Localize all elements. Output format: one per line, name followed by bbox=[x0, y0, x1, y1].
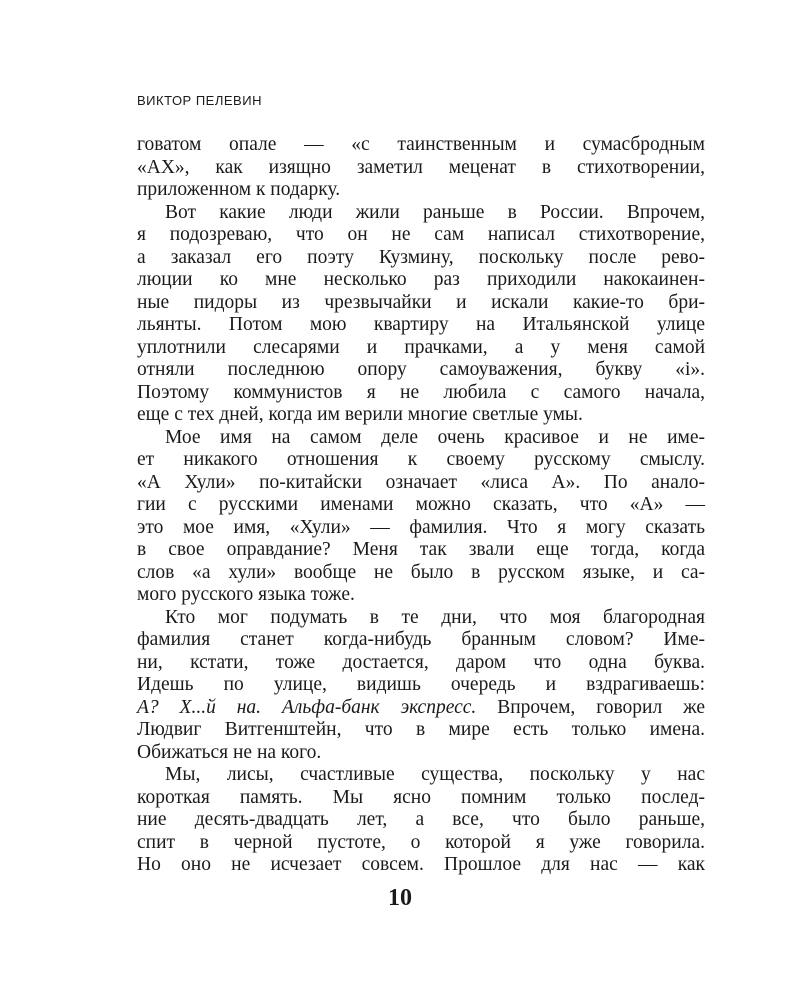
text-line: ние десять-двадцать лет, а все, что было раньше, bbox=[137, 809, 705, 830]
text-line: Мы, лисы, счастливые существа, поскольку у нас bbox=[165, 764, 705, 785]
body-text bbox=[137, 134, 705, 877]
text-line: уплотнили слесарями и прачками, а у меня самой bbox=[137, 336, 705, 358]
text-line: Вот какие люди жили раньше в России. Впрочем, bbox=[165, 201, 705, 223]
text-line: Но оно не исчезает совсем. Прошлое для нас — как bbox=[137, 854, 705, 875]
text-line: ные пидоры из чрезвычайки и искали какие-то бри- bbox=[137, 291, 705, 313]
text-line: Поэтому коммунистов я не любила с самого начала, bbox=[137, 381, 705, 403]
text-line: Идешь по улице, видишь очередь и вздрагиваешь: bbox=[137, 674, 705, 695]
running-head-author: ВИКТОР ПЕЛЕВИН bbox=[137, 93, 262, 108]
text-line: ет никакого отношения к своему русскому смыслу. bbox=[137, 449, 705, 470]
text-line: а заказал его поэту Кузмину, поскольку после рево- bbox=[137, 246, 705, 268]
text-line: отняли последнюю опору самоуважения, букву «i». bbox=[137, 359, 705, 380]
page-number: 10 bbox=[388, 885, 412, 911]
text-line: еще с тех дней, когда им верили многие светлые умы. bbox=[137, 404, 583, 425]
text-line: мого русского языка тоже. bbox=[137, 584, 355, 605]
text-line-with-italic bbox=[137, 697, 705, 720]
text-line: спит в черной пустоте, о которой я уже говорила. bbox=[137, 831, 705, 853]
text-line: Обижаться не на кого. bbox=[137, 741, 322, 763]
text-line: это мое имя, «Хули» — фамилия. Что я могу сказать bbox=[137, 516, 705, 538]
text-fragment: Впрочем, говорил же bbox=[476, 696, 705, 718]
text-line: фамилия станет когда-нибудь бранным словом? Име- bbox=[137, 629, 705, 650]
italic-quote: А? Х...й на. Альфа-банк экспресс. bbox=[137, 696, 477, 718]
text-line: ни, кстати, тоже достается, даром что одна буква. bbox=[137, 651, 705, 673]
text-line: говатом опале — «с таинственным и сумасбродным bbox=[137, 134, 705, 155]
text-line: льянты. Потом мою квартиру на Итальянской улице bbox=[137, 314, 705, 335]
text-line: «АХ», как изящно заметил меценат в стихотворении, bbox=[137, 156, 705, 178]
text-line: гии с русскими именами можно сказать, что «А» — bbox=[137, 494, 705, 515]
text-line: слов «а хули» вообще не было в русском языке, и са- bbox=[137, 561, 705, 583]
text-line: в свое оправдание? Меня так звали еще тогда, когда bbox=[137, 539, 705, 560]
text-line: люции ко мне несколько раз приходили накокаинен- bbox=[137, 269, 705, 290]
text-line: Людвиг Витгенштейн, что в мире есть только имена. bbox=[137, 719, 705, 740]
text-line: короткая память. Мы ясно помним только послед- bbox=[137, 786, 705, 808]
text-line: Кто мог подумать в те дни, что моя благородная bbox=[165, 606, 705, 628]
text-line: приложенном к подарку. bbox=[137, 179, 341, 200]
text-line: я подозреваю, что он не сам написал стихотворение, bbox=[137, 224, 705, 245]
text-line: «А Хули» по-китайски означает «лиса А». По анало- bbox=[137, 471, 705, 493]
text-line: Мое имя на самом деле очень красивое и не име- bbox=[165, 426, 705, 448]
